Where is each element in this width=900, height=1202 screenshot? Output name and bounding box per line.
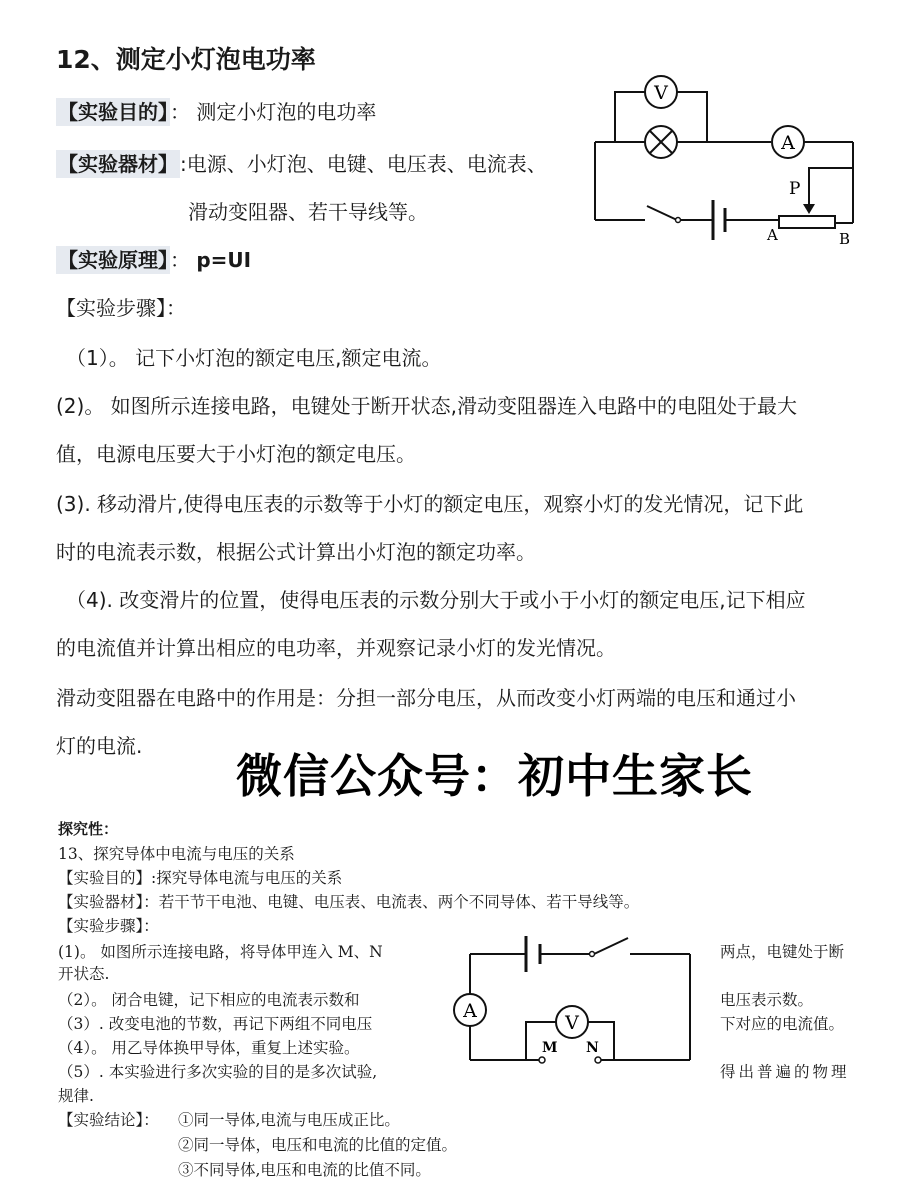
s13-step4: （4）。 用乙导体换甲导体，重复上述实验。 <box>58 1039 360 1057</box>
s13-step5-cont: 规律. <box>58 1087 94 1105</box>
s13-step1-cont: 开状态. <box>58 965 110 983</box>
voltmeter2-label: V <box>565 1012 579 1034</box>
category-label: 探究性： <box>58 820 119 838</box>
equipment-line <box>56 148 547 177</box>
step-2-cont: 值，电源电压要大于小灯泡的额定电压。 <box>56 442 416 466</box>
end-a-label: A <box>767 226 778 244</box>
n-label: N <box>586 1040 599 1056</box>
s13-step1: (1)。 如图所示连接电路，将导体甲连入 M、N <box>58 943 383 961</box>
ammeter2-label: A <box>463 1000 477 1022</box>
section13-equipment: 【实验器材】：若干节干电池、电键、电压表、电流表、两个不同导体、若干导线等。 <box>58 893 640 911</box>
circuit-diagram-2 <box>450 924 700 1068</box>
ammeter-label: A <box>781 132 795 154</box>
equipment-text2: 滑动变阻器、若干导线等。 <box>188 200 428 224</box>
purpose-line <box>56 96 376 125</box>
rheostat-body <box>779 216 835 228</box>
section13-title: 13、探究导体中电流与电压的关系 <box>58 845 295 863</box>
voltmeter-label: V <box>654 82 668 104</box>
watermark: 微信公众号：初中生家长 <box>236 749 753 803</box>
principle-sep: ： <box>170 248 190 272</box>
m-label: M <box>542 1040 558 1056</box>
s13-step2-right: 电压表示数。 <box>720 991 814 1009</box>
principle-line <box>56 244 251 273</box>
section13-purpose: 【实验目的】:探究导体电流与电压的关系 <box>58 869 343 887</box>
step-1: （1）。 记下小灯泡的额定电压,额定电流。 <box>66 346 442 370</box>
step-2: (2)。 如图所示连接电路，电键处于断开状态,滑动变阻器连入电路中的电阻处于最大 <box>56 394 798 418</box>
s13-step3-right: 下对应的电流值。 <box>720 1015 845 1033</box>
circuit-diagram-1 <box>585 68 865 258</box>
end-b-label: B <box>839 230 851 248</box>
s13-conclusion-1: ①同一导体,电流与电压成正比。 <box>178 1111 400 1129</box>
principle-tag: 【实验原理】 <box>58 248 168 272</box>
equipment-text1: 电源、小灯泡、电键、电压表、电流表、 <box>186 152 547 176</box>
principle-formula: p=UI <box>196 248 252 272</box>
s13-step3: （3）. 改变电池的节数，再记下两组不同电压 <box>58 1015 373 1033</box>
s13-conclusion-3: ③不同导体,电压和电流的比值不同。 <box>178 1161 431 1179</box>
step-3: (3). 移动滑片,使得电压表的示数等于小灯的额定电压，观察小灯的发光情况，记下此 <box>56 492 804 516</box>
s13-step5-right: 得出普遍的物理 <box>720 1063 850 1081</box>
purpose-sep: ： <box>170 100 190 124</box>
step-3-cont: 时的电流表示数，根据公式计算出小灯泡的额定功率。 <box>56 540 536 564</box>
s13-step5: （5）. 本实验进行多次实验的目的是多次试验, <box>58 1063 378 1081</box>
equipment-sep: : <box>180 152 187 176</box>
purpose-tag: 【实验目的】 <box>58 100 168 124</box>
purpose-text: 测定小灯泡的电功率 <box>196 100 377 124</box>
section13-steps-header: 【实验步骤】： <box>58 917 159 935</box>
s13-conclusion-tag: 【实验结论】： <box>58 1111 159 1129</box>
equipment-tag: 【实验器材】 <box>58 152 178 176</box>
steps-header: 【实验步骤】： <box>56 296 186 320</box>
section12-title: 12、测定小灯泡电功率 <box>56 45 316 74</box>
s13-step2: （2）。 闭合电键，记下相应的电流表示数和 <box>58 991 360 1009</box>
rheostat-role-cont: 灯的电流. <box>56 734 143 758</box>
s13-conclusion-2: ②同一导体，电压和电流的比值的定值。 <box>178 1136 458 1154</box>
slider-label: P <box>789 179 801 199</box>
rheostat-role: 滑动变阻器在电路中的作用是：分担一部分电压，从而改变小灯两端的电压和通过小 <box>56 686 796 710</box>
step-4-cont: 的电流值并计算出相应的电功率，并观察记录小灯的发光情况。 <box>56 636 616 660</box>
s13-step1-right: 两点，电键处于断 <box>720 943 845 961</box>
step-4: （4). 改变滑片的位置，使得电压表的示数分别大于或小于小灯的额定电压,记下相应 <box>66 588 806 612</box>
